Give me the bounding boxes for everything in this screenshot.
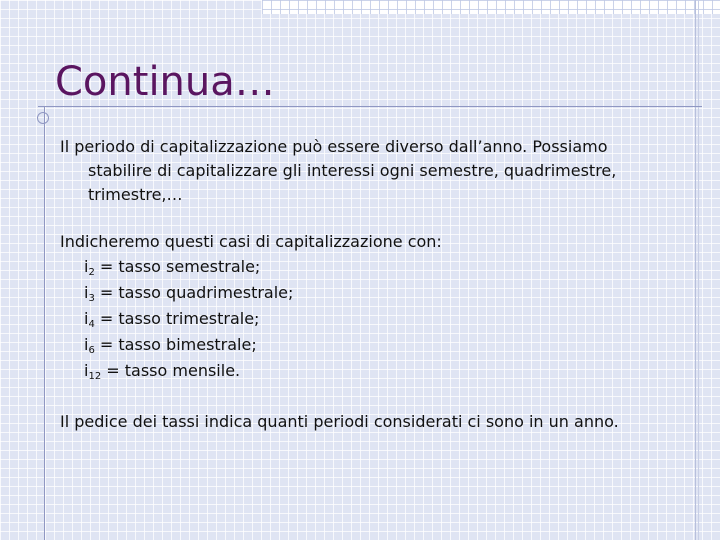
- rule-intersection-circle: [37, 112, 49, 124]
- rate-item: [60, 332, 442, 358]
- paragraph-capitalization-period: [60, 135, 616, 207]
- rate-description: = tasso quadrimestrale;: [94, 283, 294, 302]
- left-vertical-rule: [44, 106, 45, 540]
- paragraph1-line2: stabilire di capitalizzare gli interessi ogni semestre, quadrimestre,: [88, 161, 617, 180]
- rate-description: = tasso semestrale;: [94, 257, 261, 276]
- paragraph-rate-notation: [60, 230, 442, 384]
- rate-symbol: i: [84, 257, 89, 276]
- title-underline-rule: [38, 106, 702, 107]
- rate-item: [60, 358, 442, 384]
- rate-item: [60, 280, 442, 306]
- paragraph1-line3: trimestre,…: [88, 185, 183, 204]
- rate-symbol: i: [84, 309, 89, 328]
- rate-description: = tasso trimestrale;: [94, 309, 260, 328]
- rate-description: = tasso bimestrale;: [94, 335, 257, 354]
- rate-symbol: i: [84, 361, 89, 380]
- rate-subscript: 6: [88, 345, 95, 356]
- paragraph2-intro: Indicheremo questi casi di capitalizzazione con:: [60, 232, 442, 251]
- rate-symbol: i: [84, 283, 89, 302]
- right-decorative-line-secondary: [698, 0, 699, 540]
- rate-subscript: 4: [88, 319, 95, 330]
- rate-description: = tasso mensile.: [101, 361, 241, 380]
- paragraph1-line1: Il periodo di capitalizzazione può essere diverso dall’anno. Possiamo: [60, 137, 608, 156]
- right-decorative-line: [695, 0, 696, 540]
- top-decorative-band: [262, 0, 720, 14]
- paragraph-subscript-meaning: Il pedice dei tassi indica quanti periodi considerati ci sono in un anno.: [60, 412, 619, 431]
- rate-subscript: 3: [88, 293, 95, 304]
- rate-subscript: 2: [88, 267, 95, 278]
- rate-item: [60, 254, 442, 280]
- rate-item: [60, 306, 442, 332]
- rate-symbol: i: [84, 335, 89, 354]
- slide-title: Continua…: [55, 59, 275, 105]
- rate-subscript: 12: [88, 371, 102, 382]
